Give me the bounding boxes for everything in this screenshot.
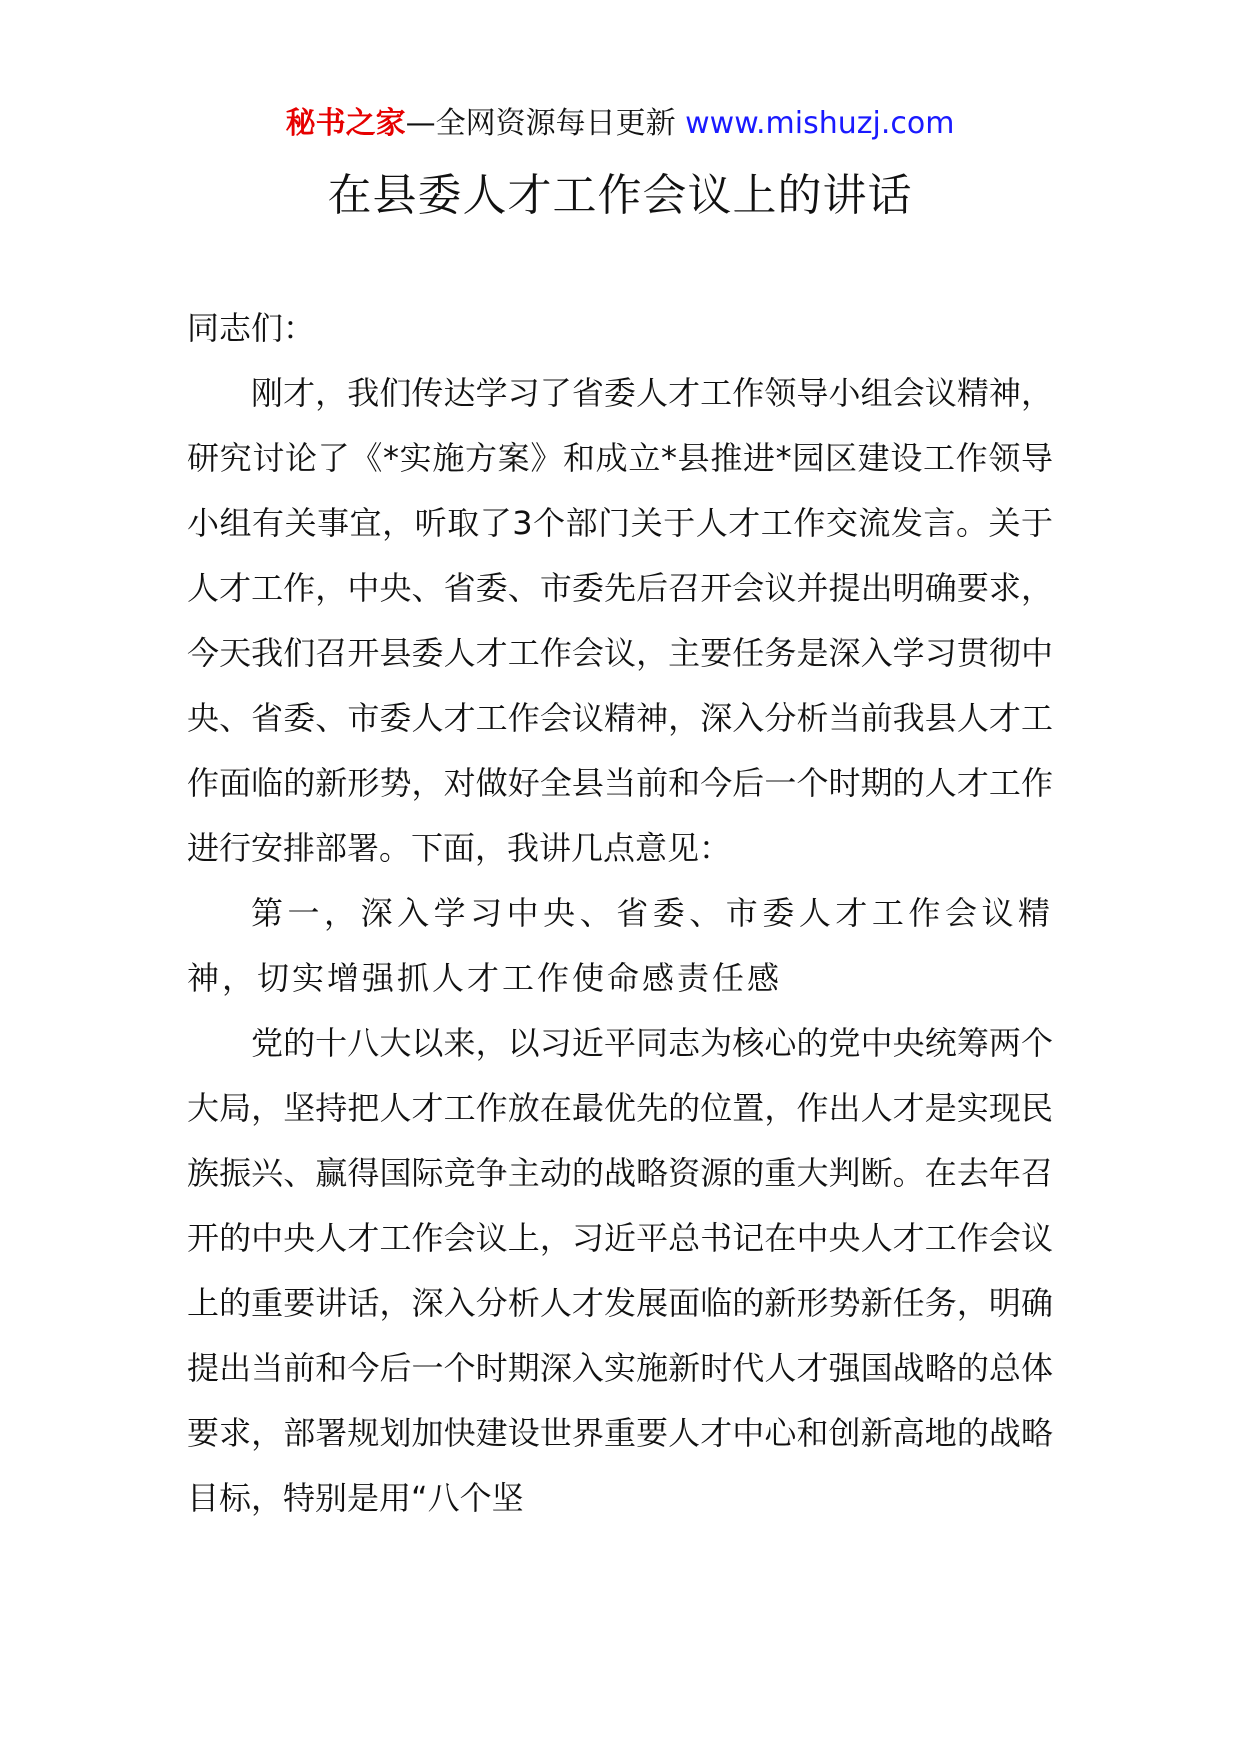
paragraph-section-1: 党的十八大以来，以习近平同志为核心的党中央统筹两个大局，坚持把人才工作放在最优先的位置，作出人才是实现民族振兴、赢得国际竞争主动的战略资源的重大判断。在去年召开的中央人才工作会议上，习近平总书记在中央人才工作会议上的重要讲话，深入分析人才发展面临的新形势新任务，明确提出当前和今后一个时期深入实施新时代人才强国战略的总体要求，部署规划加快建设世界重要人才中心和创新高地的战略目标，特别是用“八个坚 bbox=[187, 1024, 1053, 1517]
salutation: 同志们： bbox=[187, 309, 316, 347]
site-header bbox=[0, 104, 1240, 144]
paragraph-intro: 刚才，我们传达学习了省委人才工作领导小组会议精神，研究讨论了《*实施方案》和成立*县推进*园区建设工作领导小组有关事宜，听取了3个部门关于人才工作交流发言。关于人才工作，中央、省委、市委先后召开会议并提出明确要求，今天我们召开县委人才工作会议，主要任务是深入学习贯彻中央、省委、市委人才工作会议精神，深入分析当前我县人才工作面临的新形势，对做好全县当前和今后一个时期的人才工作进行安排部署。下面，我讲几点意见： bbox=[187, 374, 1053, 867]
document-body bbox=[187, 296, 1053, 1531]
site-url-link[interactable]: www.mishuzj.com bbox=[685, 106, 955, 141]
document-title: 在县委人才工作会议上的讲话 bbox=[327, 170, 913, 221]
site-slogan: —全网资源每日更新 bbox=[405, 106, 676, 141]
section-heading-1: 第一，深入学习中央、省委、市委人才工作会议精神，切实增强抓人才工作使命感责任感 bbox=[187, 894, 1053, 997]
site-brand[interactable]: 秘书之家 bbox=[285, 106, 406, 141]
